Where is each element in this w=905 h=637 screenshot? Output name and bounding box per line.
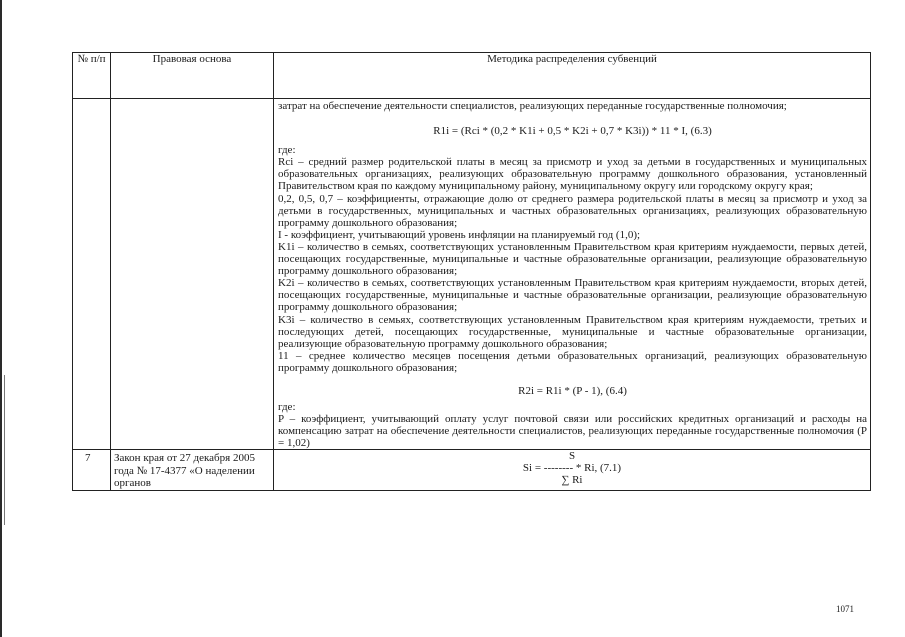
formula-6-4: R2i = R1i * (P - 1), (6.4) xyxy=(518,384,627,397)
row6-number-cell xyxy=(73,99,111,450)
page-number: 1071 xyxy=(836,604,854,614)
definition-k2i: K2i – количество в семьях, соответствующих установленным Правительством края критериям нуждаемости, вторых детей, посещающих государственные, муниципальные и частные образовательные организации, реализующие образовательную программу дошкольного образования; xyxy=(278,277,867,314)
definition-rci: Rci – средний размер родительской платы в месяц за присмотр и уход за детьми в государственных и муниципальных образовательных организациях, реализующих образовательную программу дошкольного образования, установленный Правительством края по каждому муниципальному району, муниципальному округу или городскому округу края; xyxy=(278,156,867,193)
formula-6-3: R1i = (Rci * (0,2 * K1i + 0,5 * K2i + 0,7 * K3i)) * 11 * I, (6.3) xyxy=(433,125,712,138)
definition-coefficients: 0,2, 0,5, 0,7 – коэффициенты, отражающие долю от среднего размера родительской платы в месяц за присмотр и уход за детьми в государственных, муниципальных и частных образовательных организациях, реализующих образовательную программу дошкольного образования; xyxy=(278,192,867,229)
where-label-2: где: xyxy=(278,401,296,414)
definition-k3i: K3i – количество в семьях, соответствующих установленным Правительством края критериям нуждаемости, третьих и последующих детей, посещающих государственные, муниципальные и частные образовательные организации, реализующие образовательную программу дошкольного образования; xyxy=(278,313,867,350)
header-methodology: Методика распределения субвенций xyxy=(274,53,871,99)
header-legal-basis: Правовая основа xyxy=(111,53,274,99)
table-header-row xyxy=(73,53,871,99)
formula-7-1-main: Si = -------- * Ri, (7.1) xyxy=(522,462,622,475)
definition-k1i: K1i – количество в семьях, соответствующих установленным Правительством края критериям нуждаемости, первых детей, посещающих государственные, муниципальные и частные образовательные организации, реализующие образовательную программу дошкольного образования; xyxy=(278,240,867,278)
header-number: № п/п xyxy=(73,53,111,99)
text-intro: затрат на обеспечение деятельности специалистов, реализующих переданные государственные полномочия; xyxy=(278,100,787,112)
definition-months: 11 – среднее количество месяцев посещения детьми образовательных организаций, реализующих образовательную программу дошкольного образования; xyxy=(278,349,867,374)
scan-left-mark xyxy=(4,375,5,525)
subsidy-methodology-table xyxy=(72,52,871,491)
definition-p: P – коэффициент, учитывающий оплату услуг почтовой связи или российских кредитных организаций и расходы на компенсацию затрат на обеспечение деятельности специалистов, реализующих переданные государственные полномочия (P = 1,02) xyxy=(278,413,867,450)
formula-7-1-numerator: S xyxy=(568,450,576,463)
row7-number: 7 xyxy=(73,450,111,491)
row6-legal-basis-cell xyxy=(111,99,274,450)
definition-inflation: I - коэффициент, учитывающий уровень инфляции на планируемый год (1,0); xyxy=(278,228,641,241)
row7-methodology-cell xyxy=(274,450,871,491)
where-label: где: xyxy=(278,144,296,157)
table-row xyxy=(73,450,871,491)
table-row xyxy=(73,99,871,450)
scan-left-edge xyxy=(0,0,2,637)
row6-methodology-cell xyxy=(274,99,871,450)
row7-legal-basis: Закон края от 27 декабря 2005 года № 17-4377 «О наделении органов xyxy=(111,450,274,491)
formula-7-1-denominator: ∑ Ri xyxy=(561,474,583,487)
